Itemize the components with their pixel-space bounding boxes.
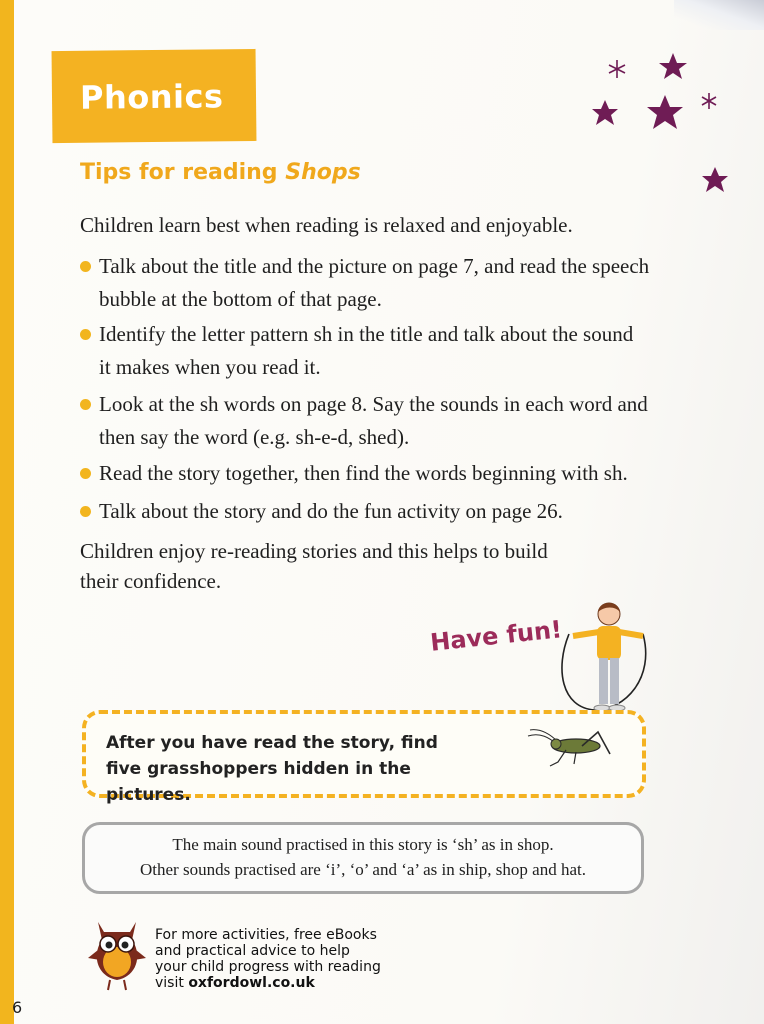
- bullet-icon: [80, 261, 91, 272]
- page-edge: [0, 0, 14, 1024]
- promo-text: For more activities, free eBooks and practical advice to help your child progress with reading visit oxfordowl.co.uk: [155, 927, 381, 991]
- website-link[interactable]: oxfordowl.co.uk: [188, 975, 315, 991]
- sounds-line: The main sound practised in this story is ‘sh’ as in shop.: [172, 835, 554, 854]
- grasshopper-icon: [526, 728, 616, 774]
- activity-box: [82, 710, 646, 805]
- star-icon: [647, 95, 683, 129]
- closing-text: Children enjoy re-reading stories and this helps to build their confidence.: [80, 539, 548, 593]
- bullet-icon: [80, 329, 91, 340]
- tip-item: Look at the sh words on page 8. Say the sounds in each word and then say the word (e.g. sh-e-d, shed).: [80, 388, 700, 454]
- star-icon: [592, 100, 618, 125]
- book-title: Shops: [285, 160, 361, 185]
- subheading: [80, 160, 361, 185]
- star-icon: [702, 167, 728, 192]
- tip-item: Identify the letter pattern sh in the title and talk about the sound it makes when you read it.: [80, 318, 700, 384]
- sounds-box: [82, 822, 644, 894]
- page-corner-shadow: [674, 0, 764, 30]
- activity-text: After you have read the story, find five grasshoppers hidden in the pictures.: [106, 733, 438, 805]
- have-fun-text: Have fun!: [428, 615, 564, 657]
- bullet-icon: [80, 506, 91, 517]
- stars-decoration: [585, 45, 735, 205]
- bullet-icon: [80, 399, 91, 410]
- star-icon: [659, 53, 687, 79]
- intro-text: Children learn best when reading is relaxed and enjoyable.: [80, 213, 573, 237]
- tip-item: Read the story together, then find the words beginning with sh.: [80, 457, 700, 490]
- page-number: 6: [12, 998, 23, 1017]
- girl-skipping-illustration: [555, 598, 655, 716]
- subheading-prefix: Tips for reading: [80, 160, 286, 185]
- tip-item: Talk about the title and the picture on page 7, and read the speech bubble at the bottom of that page.: [80, 250, 700, 316]
- title-banner: [52, 49, 257, 143]
- owl-icon: [84, 914, 150, 992]
- page-title: Phonics: [79, 77, 224, 117]
- bullet-icon: [80, 468, 91, 479]
- tip-item: Talk about the story and do the fun activity on page 26.: [80, 495, 700, 528]
- sounds-line: Other sounds practised are ‘i’, ‘o’ and ‘a’ as in ship, shop and hat.: [140, 860, 586, 879]
